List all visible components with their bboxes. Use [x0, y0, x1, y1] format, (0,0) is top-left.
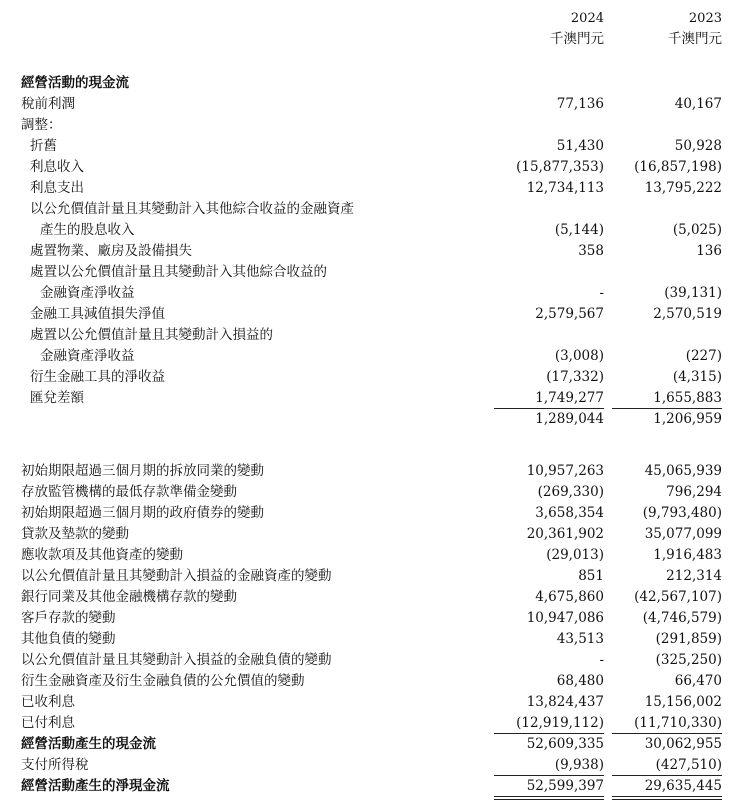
value-2023: (4,746,579)	[642, 610, 722, 626]
value-2023: 1,206,959	[653, 411, 722, 427]
value-2024: 13,824,437	[526, 694, 604, 710]
value-2024: 68,480	[556, 673, 604, 689]
value-2024: 12,734,113	[526, 180, 604, 196]
row-label: 客戶存款的變動	[21, 610, 116, 626]
value-2024: 1,289,044	[535, 411, 604, 427]
row-label: 銀行同業及其他金融機構存款的變動	[21, 589, 237, 605]
statement-row	[0, 671, 737, 692]
row-label: 衍生金融資產及衍生金融負債的公允價值的變動	[21, 673, 305, 689]
statement-row	[0, 388, 737, 409]
value-2023: 2,570,519	[653, 306, 722, 322]
row-label: 以公允價值計量且其變動計入其他綜合收益的金融資產	[30, 201, 354, 217]
unit-label: 千澳門元	[668, 31, 722, 47]
row-label: 稅前利潤	[21, 96, 75, 112]
value-2024: 20,361,902	[526, 526, 604, 542]
statement-row	[0, 346, 737, 367]
value-2024: 851	[578, 568, 604, 584]
row-label: 以公允價值計量且其變動計入損益的金融資產的變動	[21, 568, 332, 584]
value-2024: (12,919,112)	[516, 715, 604, 731]
value-2023: (11,710,330)	[634, 715, 722, 731]
statement-row	[0, 94, 737, 115]
year-label: 2023	[688, 11, 722, 26]
value-2024: 1,749,277	[535, 390, 604, 406]
statement-row	[0, 262, 737, 283]
column-header-2024	[494, 8, 604, 50]
statement-row	[0, 713, 737, 734]
value-2023: 29,635,445	[644, 778, 722, 794]
statement-row	[0, 776, 737, 797]
value-2023: (9,793,480)	[642, 505, 722, 521]
value-2023: 1,916,483	[653, 547, 722, 563]
value-2023: 35,077,099	[644, 526, 722, 542]
value-2023: (42,567,107)	[634, 589, 722, 605]
row-label: 處置以公允價值計量且其變動計入損益的	[30, 327, 273, 343]
row-label: 利息支出	[30, 180, 84, 196]
statement-row	[0, 283, 737, 304]
section-spacer	[0, 430, 737, 461]
value-2024: (269,330)	[537, 484, 604, 500]
row-label: 貸款及墊款的變動	[21, 526, 129, 542]
value-2023: (16,857,198)	[634, 159, 722, 175]
value-2024: 77,136	[556, 96, 604, 112]
statement-row	[0, 136, 737, 157]
statement-row	[0, 587, 737, 608]
value-2024: 358	[578, 243, 604, 259]
value-2024: -	[599, 652, 604, 668]
statement-row	[0, 524, 737, 545]
value-2024: (3,008)	[554, 348, 604, 364]
statement-row	[0, 325, 737, 346]
value-2023: (39,131)	[664, 285, 722, 301]
statement-row	[0, 755, 737, 776]
statement-row	[0, 220, 737, 241]
statement-row	[0, 241, 737, 262]
value-2023: 45,065,939	[644, 463, 722, 479]
value-2024: (29,013)	[546, 547, 604, 563]
value-2024: (5,144)	[554, 222, 604, 238]
statement-row	[0, 115, 737, 136]
value-2023: 1,655,883	[653, 390, 722, 406]
row-label: 已付利息	[21, 715, 75, 731]
value-2023: (291,859)	[655, 631, 722, 647]
statement-row	[0, 178, 737, 199]
value-2024: 2,579,567	[535, 306, 604, 322]
row-label: 金融資產淨收益	[40, 285, 135, 301]
row-label: 已收利息	[21, 694, 75, 710]
statement-row	[0, 482, 737, 503]
value-2024: 10,947,086	[526, 610, 604, 626]
value-2024: 43,513	[556, 631, 604, 647]
row-label: 調整：	[21, 117, 62, 133]
value-2023: 136	[696, 243, 722, 259]
statement-row	[0, 73, 737, 94]
value-2024: (15,877,353)	[516, 159, 604, 175]
row-label: 經營活動的現金流	[21, 75, 129, 91]
value-2024: 3,658,354	[535, 505, 604, 521]
row-label: 經營活動產生的淨現金流	[21, 778, 170, 794]
row-label: 金融工具減值損失淨值	[30, 306, 165, 322]
statement-rows	[0, 73, 737, 797]
row-label: 處置以公允價值計量且其變動計入其他綜合收益的	[30, 264, 327, 280]
value-2023: (5,025)	[672, 222, 722, 238]
row-label: 應收款項及其他資產的變動	[21, 547, 183, 563]
statement-row	[0, 629, 737, 650]
underline-rule	[494, 796, 604, 797]
statement-row	[0, 566, 737, 587]
row-label: 衍生金融工具的淨收益	[30, 369, 165, 385]
value-2024: 10,957,263	[526, 463, 604, 479]
value-2024: 52,609,335	[526, 736, 604, 752]
statement-row	[0, 692, 737, 713]
statement-row	[0, 545, 737, 566]
row-label: 初始期限超過三個月期的政府債券的變動	[21, 505, 264, 521]
row-label: 金融資產淨收益	[40, 348, 135, 364]
row-label: 處置物業、廠房及設備損失	[30, 243, 192, 259]
statement-row	[0, 608, 737, 629]
value-2023: (427,510)	[655, 757, 722, 773]
double-underline-rule	[494, 799, 604, 800]
value-2023: 40,167	[674, 96, 722, 112]
statement-row	[0, 650, 737, 671]
value-2023: (4,315)	[672, 369, 722, 385]
value-2023: (227)	[685, 348, 722, 364]
statement-row	[0, 409, 737, 430]
statement-row	[0, 461, 737, 482]
row-label: 以公允價值計量且其變動計入損益的金融負債的變動	[21, 652, 332, 668]
value-2024: -	[599, 285, 604, 301]
statement-row	[0, 199, 737, 220]
column-header-2023	[612, 8, 722, 50]
value-2023: (325,250)	[655, 652, 722, 668]
value-2023: 66,470	[674, 673, 722, 689]
row-label: 利息收入	[30, 159, 84, 175]
row-label: 經營活動產生的現金流	[21, 736, 156, 752]
statement-row	[0, 503, 737, 524]
statement-row	[0, 304, 737, 325]
value-2024: 4,675,860	[535, 589, 604, 605]
value-2023: 13,795,222	[644, 180, 722, 196]
statement-row	[0, 734, 737, 755]
year-label: 2024	[570, 11, 604, 26]
statement-row	[0, 157, 737, 178]
row-label: 初始期限超過三個月期的拆放同業的變動	[21, 463, 264, 479]
value-2023: 796,294	[666, 484, 722, 500]
row-label: 其他負債的變動	[21, 631, 116, 647]
row-label: 匯兌差額	[30, 390, 84, 406]
value-2024: (9,938)	[554, 757, 604, 773]
statement-row	[0, 367, 737, 388]
value-2023: 30,062,955	[644, 736, 722, 752]
value-2023: 212,314	[666, 568, 722, 584]
value-2024: 52,599,397	[526, 778, 604, 794]
unit-label: 千澳門元	[550, 31, 604, 47]
value-2024: 51,430	[556, 138, 604, 154]
value-2023: 50,928	[674, 138, 722, 154]
value-2024: (17,332)	[546, 369, 604, 385]
row-label: 存放監管機構的最低存款準備金變動	[21, 484, 237, 500]
underline-rule	[612, 796, 722, 797]
row-label: 產生的股息收入	[40, 222, 135, 238]
row-label: 折舊	[30, 138, 57, 154]
value-2023: 15,156,002	[644, 694, 722, 710]
double-underline-rule	[612, 799, 722, 800]
row-label: 支付所得稅	[21, 757, 89, 773]
